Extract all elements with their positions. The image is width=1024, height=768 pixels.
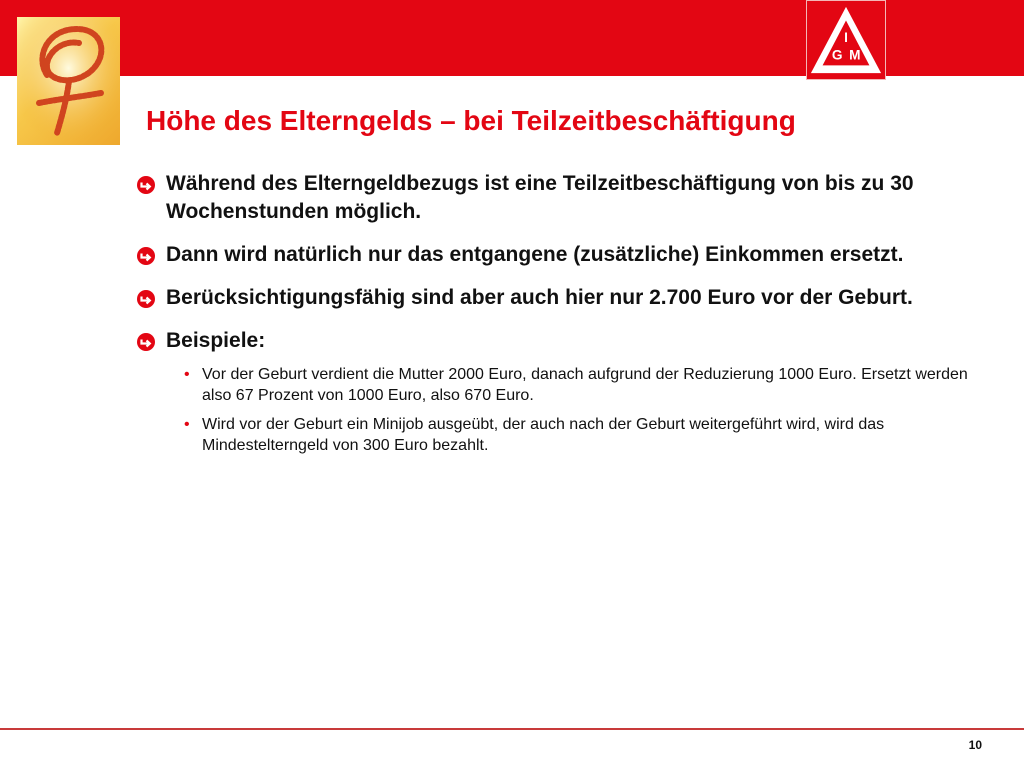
footer-divider: [0, 728, 1024, 730]
arrow-bullet-icon: [136, 327, 166, 355]
sub-bullet-text: Vor der Geburt verdient die Mutter 2000 Euro, danach aufgrund der Reduzierung 1000 Euro. Ersetzt werden also 67 Prozent von 1000 Euro, also 670 Euro.: [202, 366, 968, 404]
arrow-bullet-icon: [136, 170, 166, 198]
bullet-item: [136, 284, 996, 312]
sub-bullet-list: [184, 364, 974, 456]
sub-bullet-item: [184, 414, 974, 456]
svg-text:I: I: [844, 29, 848, 45]
ig-metall-triangle-logo-icon: [806, 0, 886, 80]
slide-title: Höhe des Elterngelds – bei Teilzeitbeschäftigung: [146, 105, 796, 136]
arrow-bullet-icon: [136, 284, 166, 312]
sub-bullet-text: Wird vor der Geburt ein Minijob ausgeübt, der auch nach der Geburt weitergeführt wird, wird das Mindestelterngeld von 300 Euro bezahlt.: [202, 416, 885, 454]
bullet-item: [136, 327, 996, 355]
bullet-text: Berücksichtigungsfähig sind aber auch hier nur 2.700 Euro vor der Geburt.: [166, 286, 913, 309]
woman-symbol-icon: [17, 17, 120, 145]
bullet-text: Dann wird natürlich nur das entgangene (zusätzliche) Einkommen ersetzt.: [166, 243, 904, 266]
sub-bullet-item: [184, 364, 974, 406]
dot-bullet-icon: •: [184, 416, 190, 433]
bullet-item: [136, 241, 996, 269]
svg-text:M: M: [849, 47, 861, 63]
slide-content: [136, 170, 996, 464]
bullet-item: [136, 170, 996, 226]
svg-text:G: G: [831, 47, 843, 63]
dot-bullet-icon: •: [184, 366, 190, 383]
bullet-text: Beispiele:: [166, 329, 266, 352]
page-number: 10: [968, 738, 982, 752]
bullet-text: Während des Elterngeldbezugs ist eine Teilzeitbeschäftigung von bis zu 30 Wochenstunden möglich.: [166, 172, 914, 223]
arrow-bullet-icon: [136, 241, 166, 269]
